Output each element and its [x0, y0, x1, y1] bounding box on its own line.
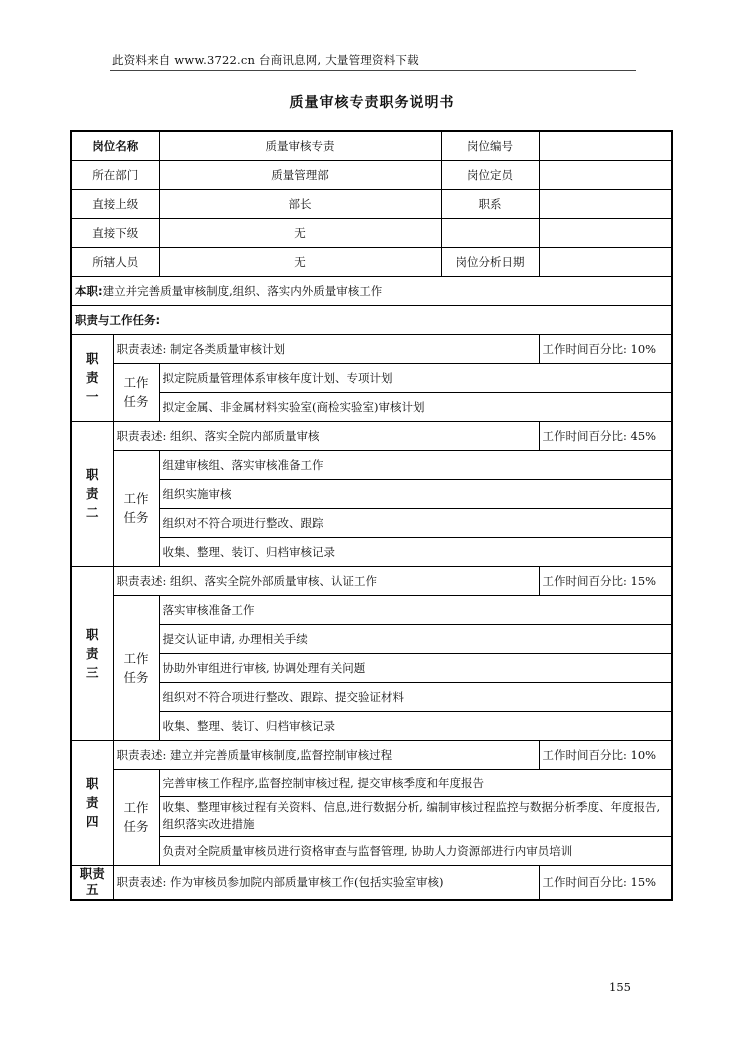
task-row [71, 836, 672, 865]
task-item: 组建审核组、落实审核准备工作 [159, 450, 672, 479]
duty-statement-row [71, 566, 672, 595]
duty-statement: 职责表述: 组织、落实全院外部质量审核、认证工作 [113, 566, 539, 595]
source-header: 此资料来自 www.3722.cn 台商讯息网, 大量管理资料下载 [112, 53, 419, 67]
task-label: 工作任务 [113, 450, 159, 566]
duty-statement-row [71, 865, 672, 900]
page-number: 155 [609, 980, 631, 994]
task-item: 提交认证申请, 办理相关手续 [159, 624, 672, 653]
duty-percent: 工作时间百分比: 15% [539, 566, 672, 595]
duty-statement: 职责表述: 建立并完善质量审核制度,监督控制审核过程 [113, 740, 539, 769]
task-item: 完善审核工作程序,监督控制审核过程, 提交审核季度和年度报告 [159, 769, 672, 796]
info-label: 所在部门 [71, 160, 159, 189]
task-item: 拟定金属、非金属材料实验室(商检实验室)审核计划 [159, 392, 672, 421]
header-rule [110, 70, 636, 71]
task-row [71, 595, 672, 624]
info-label [441, 218, 539, 247]
info-row [71, 189, 672, 218]
info-row [71, 160, 672, 189]
info-label: 直接上级 [71, 189, 159, 218]
task-item: 协助外审组进行审核, 协调处理有关问题 [159, 653, 672, 682]
duty-statement: 职责表述: 组织、落实全院内部质量审核 [113, 421, 539, 450]
duty-label: 职责一 [71, 334, 113, 421]
task-item: 组织实施审核 [159, 479, 672, 508]
info-value [539, 160, 672, 189]
task-item: 负责对全院质量审核员进行资格审查与监督管理, 协助人力资源部进行内审员培训 [159, 836, 672, 865]
task-row [71, 537, 672, 566]
task-row [71, 624, 672, 653]
job-description-table [70, 130, 673, 901]
duty-statement: 职责表述: 作为审核员参加院内部质量审核工作(包括实验室审核) [113, 865, 539, 900]
task-item: 组织对不符合项进行整改、跟踪、提交验证材料 [159, 682, 672, 711]
task-label: 工作任务 [113, 769, 159, 865]
duty-label: 职责五 [71, 865, 113, 900]
core-duty [71, 276, 672, 305]
info-label: 岗位分析日期 [441, 247, 539, 276]
task-row [71, 508, 672, 537]
info-value [539, 131, 672, 160]
info-value [539, 218, 672, 247]
task-item: 收集、整理审核过程有关资料、信息,进行数据分析, 编制审核过程监控与数据分析季度、年度报告,组织落实改进措施 [159, 796, 672, 836]
task-item: 组织对不符合项进行整改、跟踪 [159, 508, 672, 537]
task-row [71, 711, 672, 740]
task-item: 落实审核准备工作 [159, 595, 672, 624]
info-label: 职系 [441, 189, 539, 218]
duty-statement-row [71, 421, 672, 450]
duty-label: 职责四 [71, 740, 113, 865]
duty-label: 职责二 [71, 421, 113, 566]
task-row [71, 682, 672, 711]
task-item: 拟定院质量管理体系审核年度计划、专项计划 [159, 363, 672, 392]
duty-label: 职责三 [71, 566, 113, 740]
task-item: 收集、整理、装订、归档审核记录 [159, 537, 672, 566]
core-duty-label: 本职: [75, 283, 103, 298]
task-row [71, 796, 672, 836]
task-row [71, 392, 672, 421]
task-row [71, 479, 672, 508]
core-duty-text: 建立并完善质量审核制度,组织、落实内外质量审核工作 [102, 283, 383, 298]
info-label: 所辖人员 [71, 247, 159, 276]
info-row [71, 131, 672, 160]
duties-title: 职责与工作任务: [71, 305, 672, 334]
info-value: 质量管理部 [159, 160, 441, 189]
duty-statement-row [71, 334, 672, 363]
info-label: 直接下级 [71, 218, 159, 247]
task-row [71, 363, 672, 392]
duty-percent: 工作时间百分比: 15% [539, 865, 672, 900]
task-item: 收集、整理、装订、归档审核记录 [159, 711, 672, 740]
info-value: 无 [159, 218, 441, 247]
task-row [71, 450, 672, 479]
info-label: 岗位名称 [71, 131, 159, 160]
task-label: 工作任务 [113, 363, 159, 421]
duties-title-row [71, 305, 672, 334]
duty-percent: 工作时间百分比: 10% [539, 334, 672, 363]
info-label: 岗位编号 [441, 131, 539, 160]
core-duty-row [71, 276, 672, 305]
duty-statement: 职责表述: 制定各类质量审核计划 [113, 334, 539, 363]
info-value [539, 247, 672, 276]
info-row [71, 247, 672, 276]
document-title: 质量审核专责职务说明书 [289, 95, 455, 111]
duty-percent: 工作时间百分比: 45% [539, 421, 672, 450]
info-label: 岗位定员 [441, 160, 539, 189]
info-row [71, 218, 672, 247]
duty-statement-row [71, 740, 672, 769]
info-value: 无 [159, 247, 441, 276]
info-value: 部长 [159, 189, 441, 218]
task-label: 工作任务 [113, 595, 159, 740]
task-row [71, 653, 672, 682]
duty-percent: 工作时间百分比: 10% [539, 740, 672, 769]
info-value [539, 189, 672, 218]
task-row [71, 769, 672, 796]
info-value: 质量审核专责 [159, 131, 441, 160]
